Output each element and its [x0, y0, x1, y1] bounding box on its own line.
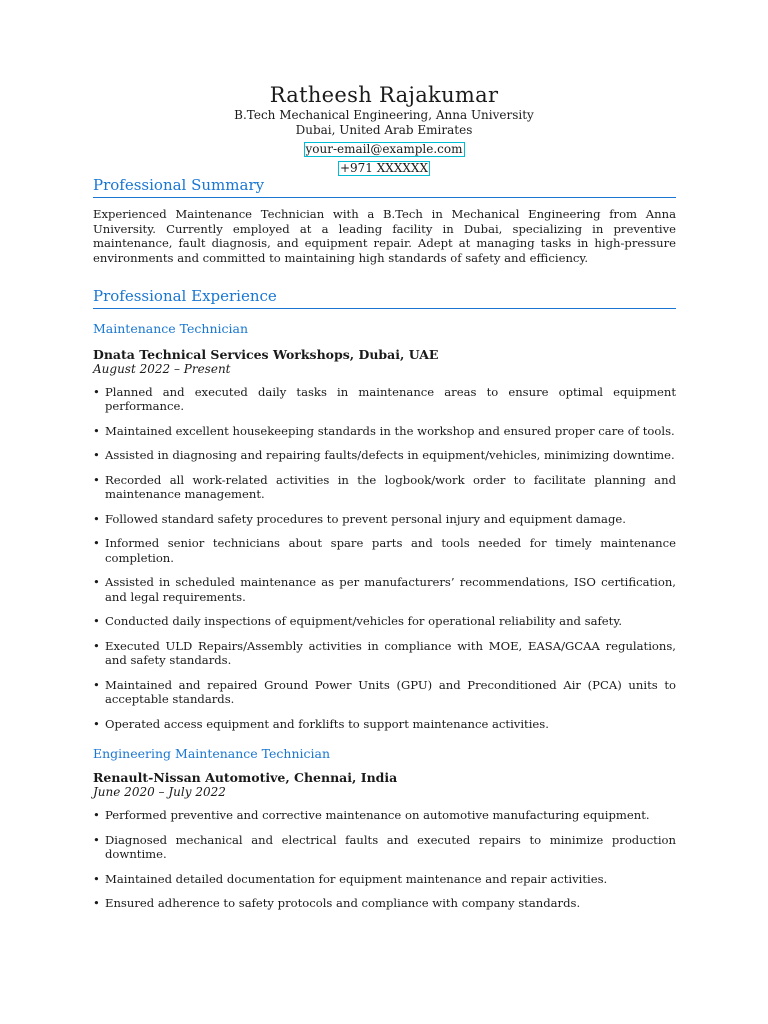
bullet-text: Recorded all work-related activities in the logbook/work order to facilitate planning and maintenance management.	[105, 472, 676, 502]
bullet-icon: •	[93, 575, 100, 590]
bullet-icon: •	[93, 808, 100, 823]
bullet-icon: •	[93, 384, 100, 399]
bullet-item	[93, 678, 676, 707]
bullet-icon: •	[93, 896, 100, 911]
bullet-icon: •	[93, 677, 100, 692]
summary-text: Experienced Maintenance Technician with a B.Tech in Mechanical Engineering from Anna University. Currently employed at a leading facility in Dubai, specializing in preventive maintenance, fault diagnosis, and equipment repair. Adept at managing tasks in high-pressure environments and committed to maintaining high standards of safety and efficiency.	[93, 207, 676, 266]
bullet-text: Planned and executed daily tasks in maintenance areas to ensure optimal equipment performance.	[105, 384, 676, 414]
bullet-icon: •	[93, 638, 100, 653]
bullet-text: Conducted daily inspections of equipment/vehicles for operational reliability and safety.	[105, 614, 623, 629]
experience-heading: Professional Experience	[93, 286, 277, 305]
experience-section	[93, 287, 676, 911]
summary-heading: Professional Summary	[93, 176, 265, 194]
bullet-item	[93, 448, 676, 463]
bullet-text: Informed senior technicians about spare parts and tools needed for timely maintenance completion.	[105, 536, 676, 565]
job-company: Dnata Technical Services Workshops, Dubai, UAE	[93, 346, 439, 362]
bullet-icon: •	[93, 472, 100, 487]
bullet-item	[93, 385, 676, 414]
bullet-text: Assisted in diagnosing and repairing faults/defects in equipment/vehicles, minimizing downtime.	[105, 448, 675, 463]
bullet-item	[93, 536, 676, 565]
resume-body	[93, 176, 676, 911]
bullet-text: Maintained detailed documentation for equipment maintenance and repair activities.	[105, 871, 608, 886]
bullet-text: Operated access equipment and forklifts to support maintenance activities.	[105, 716, 549, 731]
location-line: Dubai, United Arab Emirates	[295, 123, 473, 137]
bullet-text: Assisted in scheduled maintenance as per manufacturers’ recommendations, ISO certification, and legal requirements.	[105, 575, 676, 604]
bullet-icon: •	[93, 871, 100, 886]
job-title: Engineering Maintenance Technician	[93, 746, 331, 762]
resume-header	[0, 82, 768, 176]
bullet-icon: •	[93, 716, 100, 731]
bullet-text: Ensured adherence to safety protocols and compliance with company standards.	[105, 896, 581, 911]
bullet-item	[93, 896, 676, 911]
job-entry	[93, 321, 676, 732]
summary-divider	[93, 197, 676, 198]
bullet-item	[93, 872, 676, 887]
job-bullets	[93, 385, 676, 732]
bullet-icon: •	[93, 423, 100, 438]
candidate-name: Ratheesh Rajakumar	[269, 83, 499, 107]
job-dates: August 2022 – Present	[93, 361, 231, 376]
bullet-icon: •	[93, 614, 100, 629]
bullet-text: Diagnosed mechanical and electrical faults and executed repairs to minimize production downtime.	[105, 832, 676, 862]
bullet-text: Maintained excellent housekeeping standards in the workshop and ensured proper care of tools.	[105, 423, 675, 438]
phone-link[interactable]: +971 XXXXXX	[339, 161, 429, 175]
bullet-icon: •	[93, 448, 100, 463]
experience-divider	[93, 308, 676, 309]
job-company: Renault-Nissan Automotive, Chennai, India	[93, 770, 398, 786]
bullet-item	[93, 512, 676, 527]
bullet-text: Executed ULD Repairs/Assembly activities in compliance with MOE, EASA/GCAA regulations, and safety standards.	[105, 638, 676, 668]
job-title: Maintenance Technician	[93, 320, 249, 336]
bullet-item	[93, 424, 676, 439]
email-link[interactable]: your-email@example.com	[305, 142, 463, 156]
bullet-item	[93, 614, 676, 629]
summary-section	[93, 176, 676, 266]
bullet-item	[93, 473, 676, 502]
bullet-text: Followed standard safety procedures to prevent personal injury and equipment damage.	[105, 511, 626, 526]
bullet-item	[93, 717, 676, 732]
bullet-text: Performed preventive and corrective maintenance on automotive manufacturing equipment.	[105, 808, 650, 823]
bullet-item	[93, 639, 676, 668]
bullet-item	[93, 833, 676, 862]
bullet-text: Maintained and repaired Ground Power Units (GPU) and Preconditioned Air (PCA) units to acceptable standards.	[105, 677, 676, 707]
bullet-icon: •	[93, 536, 100, 551]
bullet-icon: •	[93, 832, 100, 847]
bullet-item	[93, 575, 676, 604]
job-entry	[93, 746, 676, 911]
job-bullets	[93, 808, 676, 911]
degree-line: B.Tech Mechanical Engineering, Anna University	[234, 108, 534, 122]
bullet-item	[93, 808, 676, 823]
job-dates: June 2020 – July 2022	[93, 785, 226, 800]
bullet-icon: •	[93, 511, 100, 526]
